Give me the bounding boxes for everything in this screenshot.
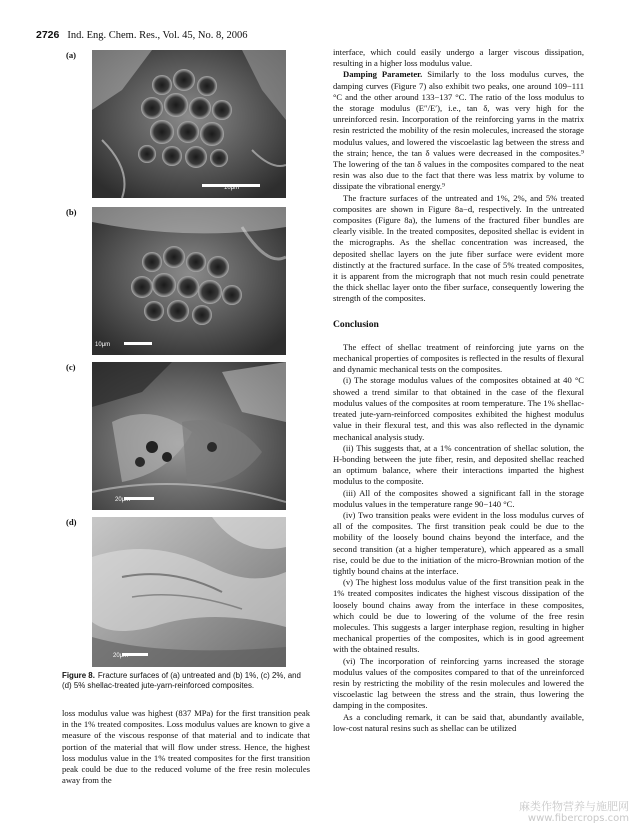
page-number: 2726 [36, 29, 60, 41]
paragraph: (vi) The incorporation of reinforcing yarns increased the storage modulus values of the composites compared to that of the unreinforced resin by restricting the mobility of the resin molecules and lowered the viscoelastic lag between the stress and the strain, thus lowering the damping in the composites. [333, 655, 584, 711]
paragraph: The effect of shellac treatment of reinforcing jute yarns on the mechanical properties of composites is reflected in the results of flexural and dynamic mechanical tests on the composites. [333, 341, 584, 375]
paragraph-damping: Damping Parameter. Similarly to the loss modulus curves, the damping curves (Figure 7) also exhibit two peaks, one around 109−111 °C and the other around 133−137 °C. The ratio of the loss modulus to the storage modulus (E″/E′), i.e., tan δ, was very high for the unreinforced resin. Incorporation of the reinforcing yarns in the matrix resin restricted the mobility of the resin molecules, increased the storage modulus values, and lowered the viscoelastic lag between the stress and the strain; hence, the tan δ values were decreased in the composites.⁹ The lowering of the tan δ values in the composites compared to the neat resin was also due to the fact that there was less matrix by volume to dissipate the vibrational energy.⁹ [333, 69, 584, 192]
paragraph: (iii) All of the composites showed a significant fall in the storage modulus values in the temperature range 90−140 °C. [333, 487, 584, 509]
damping-heading: Damping Parameter. [343, 69, 423, 80]
paragraph: (i) The storage modulus values of the composites obtained at 40 °C showed a trend similar to that obtained in the case of the flexural modulus values of the composites at room temperature. The 1% shellac-treated jute-yarn-reinforced composites exhibited the highest modulus value in their flexural test, and this was also reflected in the dynamic mechanical analysis study. [333, 375, 584, 442]
micrograph-c [92, 362, 286, 510]
watermark-line1: 麻类作物营养与施肥网 [519, 800, 629, 813]
section-heading-conclusion: Conclusion [333, 318, 379, 330]
panel-label-c: (c) [66, 362, 76, 372]
caption-text: Fracture surfaces of (a) untreated and (b) 1%, (c) 2%, and (d) 5% shellac-treated jute-yarn-reinforced composites. [62, 671, 301, 691]
scale-bar-label-b: 10μm [95, 342, 111, 348]
left-column-text [62, 708, 310, 786]
panel-label-a: (a) [66, 50, 77, 60]
paragraph: loss modulus value was highest (837 MPa) for the first transition peak in the 1% treated composites. Loss modulus values are known to give a measure of the viscous response of that material and to indicate that portion of the material that will flow under stress. Hence, the highest loss modulus value in the 1% treated composites for the first transition peak could be due to the reduced volume of the free resin molecules away from the [62, 708, 310, 786]
micrograph-a [92, 50, 286, 198]
paragraph: (ii) This suggests that, at a 1% concentration of shellac solution, the H-bonding between the jute fiber, resin, and deposited shellac reached an optimum balance, where their interactions imparted the highest modulus to the composite. [333, 442, 584, 487]
paragraph: The fracture surfaces of the untreated and 1%, 2%, and 5% treated composites are shown in Figure 8a−d, respectively. In the untreated composites (Figure 8a), the lumens of the fractured fiber bundles are clearly visible. In the treated composites, deposited shellac is evident in the micrographs. As the shellac concentration was increased, the deposited shellac layers on the jute fiber surface were evident more distinctly at the fractured surface. In the case of 5% treated composites, it is apparent from the micrograph that not much resin could penetrate the thick shellac layer onto the fiber surface, consequently lowering the strength of the composites. [333, 192, 584, 304]
micrograph-d [92, 517, 286, 667]
paragraph: interface, which could easily undergo a larger viscous dissipation, resulting in a higher loss modulus value. [333, 47, 584, 69]
caption-label: Figure 8. [62, 671, 95, 680]
scale-bar-label-c: 20μm [115, 497, 131, 503]
micrograph-b [92, 207, 286, 355]
watermark [519, 801, 629, 825]
scale-bar-label-d: 20μm [113, 653, 129, 659]
paragraph: As a concluding remark, it can be said that, abundantly available, low-cost natural resins such as shellac can be utilized [333, 711, 584, 733]
paragraph: (v) The highest loss modulus value of the first transition peak in the 1% treated composites indicates the highest viscous dissipation of the loosely bound chains away from the interface in these composites, which could be due to lowering of the volume of the free resin molecules. This suggests a larger interphase region, resulting in higher mechanical properties of the composites, which is in good agreement with the obtained results. [333, 577, 584, 655]
figure-caption [62, 671, 310, 692]
scale-bar-label-a: 10μm [224, 185, 240, 191]
journal-citation: Ind. Eng. Chem. Res., Vol. 45, No. 8, 2006 [67, 30, 248, 41]
right-column-text [333, 47, 584, 734]
panel-label-d: (d) [66, 517, 77, 527]
watermark-line2: www.fibercrops.com [527, 813, 629, 824]
paragraph: (iv) Two transition peaks were evident in the loss modulus curves of all of the composites. The first transition peak could be due to the mobility of the loosely bound chains beyond the interface, and the second transition (at a higher temperature), which appeared as a small rise, could be due to the initiation of the micro-Brownian motion of the tightly bound chains at the interface. [333, 509, 584, 576]
panel-label-b: (b) [66, 207, 77, 217]
running-header [36, 29, 248, 41]
